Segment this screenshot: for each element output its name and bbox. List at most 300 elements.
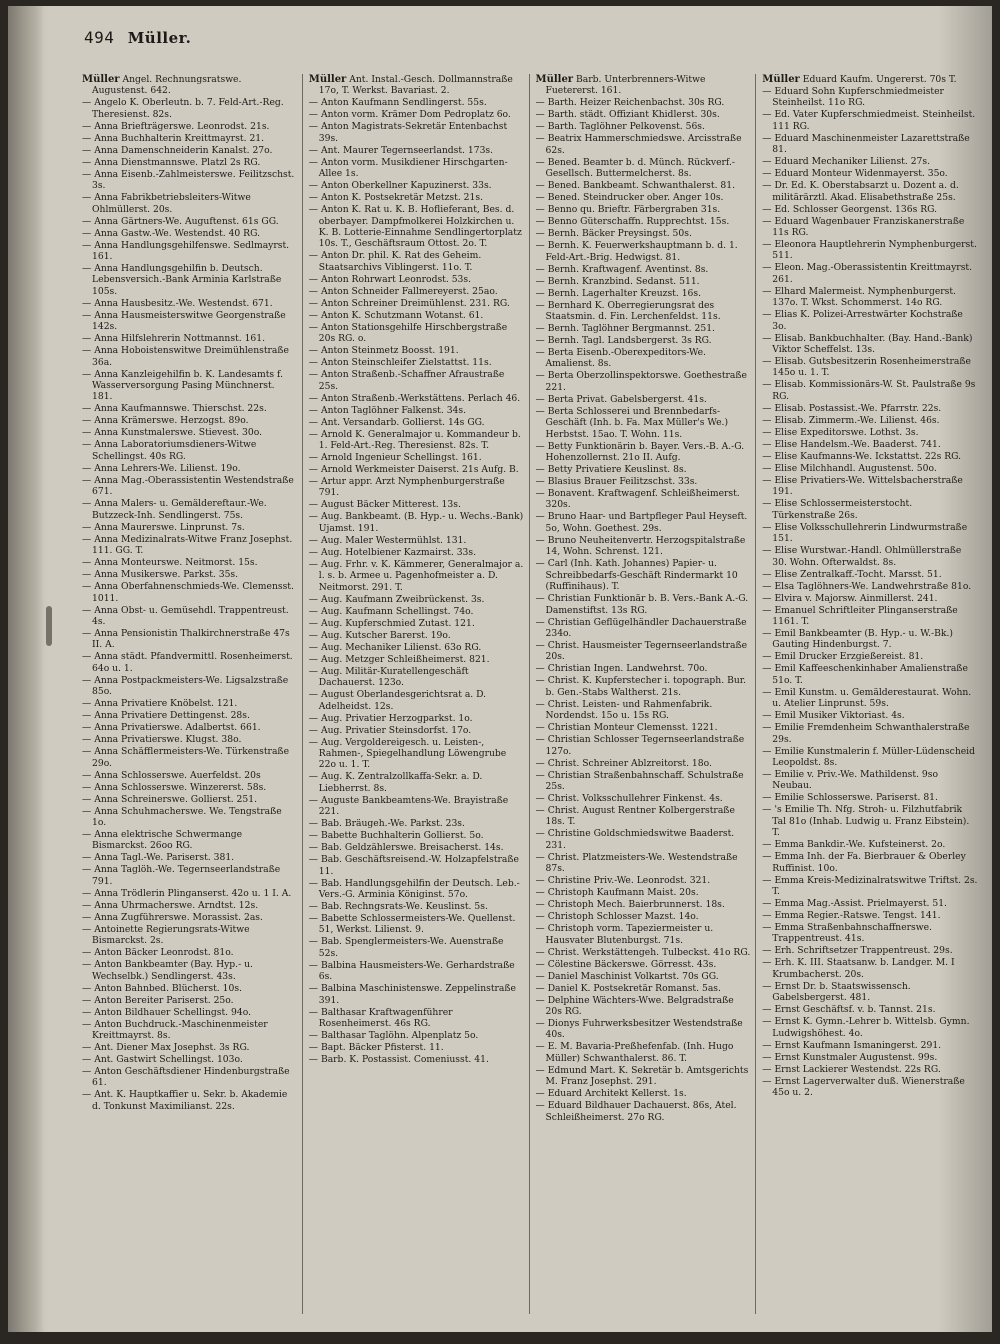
entry-text: Christian Funktionär b. B. Vers.-Bank A.-G. Damenstiftst. 13s RG.: [545, 593, 749, 616]
entry-dash: —: [308, 1041, 318, 1053]
directory-entry: [309, 737, 525, 771]
entry-dash: —: [535, 370, 545, 382]
entry-text: Anton Bankbeamter (Bay. Hyp.- u. Wechselbk.) Sendlingerst. 43s.: [92, 959, 253, 982]
directory-entry: [536, 1018, 752, 1041]
entry-text: Anton Buchdruck.-Maschinenmeister Kreittmayrst. 8s.: [92, 1018, 268, 1041]
directory-entry: [536, 770, 752, 793]
directory-entry: [309, 818, 525, 829]
entry-text: Bab. Geldzählerswe. Breisacherst. 14s.: [320, 842, 504, 854]
entry-text: Anna Damenschneiderin Kanalst. 27o.: [94, 144, 273, 156]
directory-entry: [309, 654, 525, 665]
directory-entry: [536, 441, 752, 464]
directory-entry: [309, 1007, 525, 1030]
entry-text: Christoph Kaufmann Maist. 20s.: [547, 887, 699, 899]
entry-dash: —: [308, 605, 318, 617]
entry-text: Bernh. Bäcker Preysingst. 50s.: [547, 228, 692, 240]
entry-text: Anton Bildhauer Schellingst. 94o.: [94, 1006, 252, 1018]
entry-dash: —: [82, 982, 92, 994]
entry-text: Emilie Schlosserswe. Pariserst. 81.: [774, 792, 938, 804]
entry-dash: —: [308, 452, 318, 464]
entry-dash: —: [535, 875, 545, 887]
entry-dash: —: [535, 476, 545, 488]
directory-entry: [762, 651, 978, 662]
directory-entry: [536, 109, 752, 120]
directory-entry: [82, 806, 298, 829]
entry-dash: —: [308, 404, 318, 416]
directory-entry: [536, 511, 752, 534]
entry-text: Betty Funktionärin b. Bayer. Vers.-B. A.-G. Hohenzollernst. 21o II. Aufg.: [545, 440, 745, 464]
entry-text: Anton Taglöhner Falkenst. 34s.: [320, 404, 467, 416]
entry-dash: —: [82, 710, 92, 722]
directory-entry: [82, 864, 298, 887]
entry-dash: —: [308, 285, 318, 297]
directory-entry: [536, 593, 752, 616]
entry-dash: —: [762, 921, 772, 933]
entry-dash: —: [82, 1065, 92, 1077]
directory-entry: [82, 1089, 298, 1112]
book-gutter: [8, 6, 44, 1332]
directory-entry: [82, 403, 298, 414]
directory-entry: [82, 298, 298, 309]
directory-entry: [762, 133, 978, 156]
entry-text: Christ. August Rentner Kolbergerstraße 18s. T.: [545, 804, 735, 828]
entry-text: Anna Malers- u. Gemäldereftaur.-We. Butzzeck-Inh. Sendlingerst. 75s.: [92, 498, 267, 521]
entry-text: Blasius Brauer Feilitzschst. 33s.: [547, 476, 698, 488]
entry-text: Eleonora Hauptlehrerin Nymphenburgerst. 511.: [772, 239, 977, 262]
entry-text: Elise Kaufmanns-We. Ickstattst. 22s RG.: [774, 450, 962, 462]
entry-text: Elisab. Gutsbesitzerin Rosenheimerstraße 145o u. 1. T.: [772, 356, 971, 379]
entry-dash: —: [762, 402, 772, 414]
directory-entry: [82, 947, 298, 958]
directory-entry: [82, 192, 298, 215]
directory-entry: [82, 912, 298, 923]
entry-dash: —: [82, 828, 92, 840]
entry-text: Angelo K. Oberleutn. b. 7. Feld-Art.-Reg. Theresienst. 82s.: [92, 97, 284, 120]
entry-dash: —: [762, 909, 772, 921]
directory-entry: [762, 286, 978, 309]
entry-dash: —: [762, 414, 772, 426]
directory-entry: [82, 924, 298, 947]
entry-dash: —: [762, 86, 772, 97]
entry-dash: —: [308, 297, 318, 309]
directory-columns: [82, 74, 982, 1314]
directory-entry: [82, 605, 298, 628]
entry-text: Elise Milchhandl. Augustenst. 50o.: [774, 462, 937, 474]
entry-text: Aug. Metzger Schleißheimerst. 821.: [320, 653, 490, 665]
directory-entry: [536, 959, 752, 970]
entry-text: Daniel Maschinist Volkartst. 70s GG.: [547, 970, 719, 982]
entry-text: Balbina Maschinistenswe. Zeppelinstraße 391.: [318, 983, 516, 1006]
directory-entry: [309, 689, 525, 712]
directory-entry: [762, 851, 978, 874]
entry-text: Anton Straßenb.-Werkstättens. Perlach 46.: [320, 392, 521, 404]
entry-dash: —: [308, 900, 318, 912]
directory-entry: [536, 983, 752, 994]
entry-dash: —: [535, 156, 545, 168]
entry-dash: —: [82, 769, 92, 781]
directory-entry: [536, 617, 752, 640]
entry-dash: —: [82, 533, 92, 545]
entry-text: Betty Privatiere Keuslinst. 8s.: [547, 464, 687, 476]
entry-dash: —: [82, 627, 92, 639]
entry-text: Christ. Werkstättengeh. Tulbeckst. 41o RG.: [547, 946, 751, 958]
directory-entry: [82, 1054, 298, 1065]
entry-text: Christoph Schlosser Mazst. 14o.: [547, 911, 699, 923]
entry-dash: —: [82, 227, 92, 239]
entry-dash: —: [762, 356, 772, 368]
entry-text: Anton Schneider Fallmereyerst. 25ao.: [320, 285, 498, 297]
directory-entry: [309, 452, 525, 463]
directory-entry: [536, 758, 752, 769]
entry-dash: —: [308, 369, 318, 381]
directory-entry: [762, 1064, 978, 1075]
directory-entry: [82, 734, 298, 745]
directory-entry: [762, 379, 978, 402]
entry-dash: —: [308, 309, 318, 321]
directory-entry: [536, 663, 752, 674]
entry-dash: —: [308, 558, 318, 570]
entry-dash: —: [535, 722, 545, 734]
page-number: 494: [84, 28, 115, 47]
directory-entry: [536, 488, 752, 511]
entry-dash: —: [535, 192, 545, 204]
entry-text: Ant. Versandarb. Gollierst. 14s GG.: [320, 416, 485, 428]
column-2: [309, 74, 530, 1314]
directory-entry: [82, 959, 298, 982]
entry-text: Christoph Mech. Baierbrunnerst. 18s.: [547, 899, 725, 911]
directory-entry: [536, 923, 752, 946]
directory-entry: [536, 828, 752, 851]
entry-dash: —: [308, 428, 318, 440]
entry-dash: —: [762, 980, 772, 992]
entry-dash: —: [82, 923, 92, 935]
entry-dash: —: [308, 156, 318, 168]
directory-entry: [82, 263, 298, 297]
entry-text: Elvira v. Majorsw. Ainmillerst. 241.: [774, 592, 938, 604]
entry-text: Anna Kanzleigehilfin b. K. Landesamts f. Wasserversorgung Pasing Münchnerst. 181.: [92, 368, 284, 403]
directory-entry: [309, 286, 525, 297]
directory-entry: [309, 606, 525, 617]
entry-text: Anna Privatiere Dettingenst. 28s.: [94, 710, 250, 722]
directory-entry: [762, 605, 978, 628]
entry-text: Christ. Platzmeisters-We. Westendstraße 87s.: [545, 851, 738, 875]
entry-dash: —: [308, 854, 318, 866]
entry-dash: —: [308, 665, 318, 677]
entry-text: Anton Rohrwart Leonrodst. 53s.: [320, 273, 472, 285]
entry-text: Elise Schlossermeisterstocht. Türkenstraße 26s.: [772, 498, 913, 521]
entry-text: Christian Geflügelhändler Dachauerstraße 234o.: [545, 616, 747, 639]
entry-text: Christ. Hausmeister Tegernseerlandstraße 20s.: [545, 639, 748, 663]
entry-surname: Müller: [762, 74, 800, 85]
entry-text: Bruno Haar- und Bartpfleger Paul Heyseft. 5o, Wohn. Goethest. 29s.: [545, 511, 748, 534]
entry-text: Elias K. Polizei-Arrestwärter Kochstraße 3o.: [772, 309, 963, 332]
directory-entry: [309, 830, 525, 841]
entry-dash: —: [762, 215, 772, 227]
entry-text: Cölestine Bäckerswe. Görresst. 43s.: [547, 958, 717, 970]
directory-entry: [536, 192, 752, 203]
entry-dash: —: [308, 629, 318, 641]
directory-entry: [762, 569, 978, 580]
entry-text: Balthasar Taglöhn. Alpenplatz 5o.: [320, 1029, 479, 1041]
entry-text: Elisab. Zimmerm.-We. Lilienst. 46s.: [774, 414, 940, 426]
directory-entry: [762, 628, 978, 651]
entry-text: Anna Uhrmacherswe. Arndtst. 12s.: [94, 899, 259, 911]
directory-entry: [82, 240, 298, 263]
entry-dash: —: [762, 1063, 772, 1075]
directory-entry: [309, 630, 525, 641]
entry-text: Barb. Unterbrenners-Witwe Fuetererst. 161.: [545, 74, 706, 97]
directory-entry: [82, 569, 298, 580]
entry-text: Emil Kaffeeschenkinhaber Amalienstraße 51o. T.: [772, 663, 968, 686]
entry-text: Carl (Inh. Kath. Johannes) Papier- u. Schreibbedarfs-Geschäft Rindermarkt 10 (Ruffinihaus). T.: [545, 558, 738, 593]
directory-entry: [536, 947, 752, 958]
entry-text: Aug. Kaufmann Schellingst. 74o.: [320, 605, 474, 617]
entry-text: Bruno Neuheitenvertr. Herzogspitalstraße 14, Wohn. Schrenst. 121.: [545, 534, 746, 558]
entry-text: Eduard Maschinenmeister Lazarettstraße 81.: [772, 132, 970, 156]
entry-surname: Müller: [535, 74, 574, 85]
directory-entry: [536, 240, 752, 263]
entry-dash: —: [82, 651, 92, 663]
directory-entry: [82, 581, 298, 604]
entry-dash: —: [308, 180, 318, 192]
entry-dash: —: [762, 627, 772, 639]
entry-text: Christian Ingen. Landwehrst. 70o.: [547, 663, 708, 675]
entry-dash: —: [308, 464, 318, 476]
entry-dash: —: [535, 970, 545, 982]
directory-entry: [762, 581, 978, 592]
entry-text: Anna Privatierswe. Adalbertst. 661.: [94, 722, 261, 734]
entry-dash: —: [762, 1075, 772, 1087]
entry-text: Ernst Lagerverwalter duß. Wienerstraße 45o u. 2.: [772, 1075, 965, 1098]
entry-text: Barth. Taglöhner Pelkovenst. 56s.: [547, 121, 705, 133]
entry-dash: —: [308, 912, 318, 924]
directory-entry: [536, 971, 752, 982]
entry-dash: —: [82, 97, 92, 109]
entry-text: Anna Schlosserswe. Winzererst. 58s.: [94, 781, 267, 793]
entry-dash: —: [762, 438, 772, 450]
directory-page: [8, 6, 992, 1332]
entry-text: Elhard Malermeist. Nymphenburgerst. 137o. T. Wkst. Schommerst. 14o RG.: [772, 285, 956, 309]
entry-surname: Müller: [308, 74, 347, 85]
entry-text: Dionys Fuhrwerksbesitzer Westendstraße 40s.: [545, 1017, 743, 1041]
entry-text: Elsa Taglöhners-We. Landwehrstraße 81o.: [774, 580, 972, 592]
entry-dash: —: [535, 216, 545, 228]
entry-text: Balbina Hausmeisters-We. Gerhardstraße 6s.: [318, 959, 515, 983]
entry-dash: —: [762, 851, 772, 863]
entry-dash: —: [82, 345, 92, 357]
entry-dash: —: [762, 745, 772, 757]
entry-dash: —: [82, 368, 92, 380]
entry-dash: —: [535, 946, 545, 958]
entry-dash: —: [535, 911, 545, 923]
directory-entry: [82, 169, 298, 192]
entry-text: August Oberlandesgerichtsrat a. D. Adelheidst. 12s.: [318, 689, 487, 712]
directory-entry: [309, 310, 525, 321]
entry-dash: —: [762, 379, 772, 391]
entry-dash: —: [762, 285, 772, 297]
directory-entry: [536, 1088, 752, 1099]
directory-entry: [309, 157, 525, 180]
entry-dash: —: [535, 464, 545, 476]
entry-text: Elisab. Postassist.-We. Pfarrstr. 22s.: [774, 402, 942, 414]
directory-entry: [536, 276, 752, 287]
entry-text: Artur appr. Arzt Nymphenburgerstraße 791.: [318, 476, 505, 499]
directory-entry: [82, 1066, 298, 1089]
directory-entry: [82, 1007, 298, 1018]
directory-entry: [309, 842, 525, 853]
directory-entry: [536, 335, 752, 346]
entry-text: August Bäcker Mitterest. 13s.: [320, 499, 461, 511]
entry-dash: —: [82, 192, 92, 204]
directory-entry: [762, 156, 978, 167]
directory-entry: [82, 133, 298, 144]
entry-text: Bernh. Lagerhalter Kreuzst. 16s.: [547, 287, 702, 299]
entry-text: Emil Drucker Erzgießereist. 81.: [774, 651, 924, 663]
entry-text: Anton Stationsgehilfe Hirschbergstraße 20s RG. o.: [318, 321, 508, 345]
directory-entry: [536, 852, 752, 875]
entry-text: Arnold Ingenieur Schellingst. 161.: [320, 452, 482, 464]
directory-entry: [536, 180, 752, 191]
entry-text: Ant. Maurer Tegernseerlandst. 173s.: [320, 144, 494, 156]
entry-text: Eduard Bildhauer Dachauerst. 86s, Atel. Schleißheimerst. 27o RG.: [545, 1100, 737, 1123]
entry-dash: —: [82, 297, 92, 309]
directory-entry: [82, 121, 298, 132]
directory-entry: [762, 710, 978, 721]
directory-entry: [762, 239, 978, 262]
entry-text: Bonavent. Kraftwagenf. Schleißheimerst. 320s.: [545, 488, 740, 511]
directory-entry: [762, 1016, 978, 1039]
entry-text: Ernst Kunstmaler Augustenst. 99s.: [774, 1051, 938, 1063]
entry-text: Anna Monteurswe. Neitmorst. 15s.: [94, 557, 258, 569]
entry-dash: —: [535, 1041, 545, 1053]
entry-text: Ernst Lackierer Westendst. 22s RG.: [774, 1063, 941, 1075]
entry-text: Anna Handlungsgehilfenswe. Sedlmayrst. 161.: [92, 239, 290, 263]
entry-text: Anna Schreinerswe. Gollierst. 251.: [94, 793, 258, 805]
entry-dash: —: [82, 120, 92, 132]
entry-text: Anna Kunstmalerswe. Stievest. 30o.: [94, 427, 262, 439]
entry-dash: —: [762, 203, 772, 215]
entry-dash: —: [535, 405, 545, 417]
entry-text: Emilie v. Priv.-We. Mathildenst. 9so Neubau.: [772, 768, 939, 792]
entry-text: Bernhard K. Oberregierungsrat des Staatsmin. d. Fin. Lerchenfeldst. 11s.: [545, 299, 721, 323]
entry-dash: —: [308, 97, 318, 109]
entry-dash: —: [82, 781, 92, 793]
entry-dash: —: [762, 262, 772, 274]
directory-entry: [762, 333, 978, 356]
entry-text: Anton vorm. Musikdiener Hirschgarten-Allee 1s.: [318, 156, 508, 180]
directory-entry: [536, 97, 752, 108]
entry-dash: —: [308, 983, 318, 995]
directory-entry: [309, 298, 525, 309]
entry-text: Bab. Handlungsgehilfin der Deutsch. Leb.-Vers.-G. Arminia Königinst. 57o.: [318, 877, 520, 900]
entry-text: Anna Briefträgerswe. Leonrodst. 21s.: [94, 120, 270, 132]
entry-text: Anton vorm. Krämer Dom Pedroplatz 6o.: [320, 109, 511, 121]
entry-text: Emma Straßenbahnschaffnerswe. Trappentreust. 41s.: [772, 921, 932, 945]
directory-entry: [309, 180, 525, 191]
entry-dash: —: [762, 1039, 772, 1051]
entry-surname: Müller: [82, 74, 120, 85]
directory-entry: [309, 913, 525, 936]
entry-text: Aug. Kupferschmied Zutast. 121.: [320, 617, 475, 629]
entry-text: Christ. K. Kupferstecher i. topograph. Bur. b. Gen.-Stabs Waltherst. 21s.: [545, 675, 747, 698]
entry-text: Elisab. Bankbuchhalter. (Bay. Hand.-Bank) Viktor Scheffelst. 13s.: [772, 332, 973, 356]
directory-entry: [536, 722, 752, 733]
entry-dash: —: [308, 830, 318, 842]
entry-text: Anna Eisenb.-Zahlmeisterswe. Feilitzschst. 3s.: [92, 168, 295, 192]
entry-text: Balthasar Kraftwagenführer Rosenheimerst. 46s RG.: [318, 1006, 453, 1029]
entry-dash: —: [535, 899, 545, 911]
entry-dash: —: [535, 440, 545, 452]
entry-dash: —: [308, 712, 318, 724]
entry-dash: —: [762, 768, 772, 780]
directory-entry: [82, 557, 298, 568]
directory-entry: [762, 439, 978, 450]
entry-text: Anton K. Schutzmann Wotanst. 61.: [320, 309, 484, 321]
directory-entry: [82, 145, 298, 156]
entry-dash: —: [82, 698, 92, 710]
entry-text: Anna Postpackmeisters-We. Ligsalzstraße 85o.: [92, 674, 289, 698]
entry-dash: —: [308, 273, 318, 285]
entry-dash: —: [308, 1053, 318, 1065]
entry-text: Anna Buchhalterin Kreittmayrst. 21.: [94, 132, 265, 144]
entry-dash: —: [308, 794, 318, 806]
entry-text: Aug. Hotelbiener Kazmairst. 33s.: [320, 546, 477, 558]
directory-entry: [82, 228, 298, 239]
directory-entry: [309, 464, 525, 475]
entry-dash: —: [535, 1100, 545, 1112]
directory-entry: [536, 288, 752, 299]
entry-text: Berta Oberzollinspektorswe. Goethestraße 221.: [545, 370, 747, 393]
entry-text: Anna Musikerswe. Parkst. 35s.: [94, 569, 239, 581]
entry-dash: —: [82, 1053, 92, 1065]
entry-dash: —: [308, 617, 318, 629]
entry-text: Arnold Werkmeister Daiserst. 21s Aufg. B.: [320, 464, 519, 476]
entry-dash: —: [762, 792, 772, 804]
entry-text: Anna Oberfahnenschmieds-We. Clemensst. 1011.: [92, 581, 294, 604]
entry-text: Beatrix Hammerschmiedswe. Arcisstraße 62s.: [545, 133, 742, 156]
directory-entry: [536, 464, 752, 475]
directory-entry: [309, 878, 525, 901]
entry-text: Erh. Schriftsetzer Trappentreust. 29s.: [774, 945, 953, 957]
entry-text: Elise Handelsm.-We. Baaderst. 741.: [774, 438, 941, 450]
directory-entry: [536, 74, 752, 97]
directory-entry: [536, 911, 752, 922]
entry-text: Anna Privatiere Knöbelst. 121.: [94, 698, 238, 710]
entry-dash: —: [308, 1006, 318, 1018]
entry-text: Christoph vorm. Tapeziermeister u. Hausvater Blutenburgst. 71s.: [545, 923, 714, 946]
entry-dash: —: [308, 842, 318, 854]
entry-dash: —: [535, 97, 545, 109]
entry-dash: —: [308, 499, 318, 511]
entry-text: Arnold K. Generalmajor u. Kommandeur b. 1. Feld-Art.-Reg. Theresienst. 82s. T.: [318, 428, 521, 452]
entry-text: Elise Privatiers-We. Wittelsbacherstraße 191.: [772, 474, 963, 498]
entry-dash: —: [82, 1006, 92, 1018]
entry-dash: —: [308, 476, 318, 488]
entry-text: Antoinette Regierungsrats-Witwe Bismarckst. 2s.: [92, 923, 250, 947]
entry-text: Christian Straßenbahnschaff. Schulstraße 25s.: [545, 769, 744, 792]
entry-dash: —: [308, 724, 318, 736]
entry-dash: —: [535, 240, 545, 252]
entry-text: Aug. K. Zentralzollkaffa-Sekr. a. D. Liebherrst. 8s.: [318, 771, 483, 794]
directory-entry: [82, 888, 298, 899]
entry-dash: —: [308, 877, 318, 889]
entry-dash: —: [82, 793, 92, 805]
entry-text: Anton Straßenb.-Schaffner Afraustraße 25s.: [318, 369, 505, 392]
entry-dash: —: [762, 651, 772, 663]
entry-text: Anton Bereiter Pariserst. 25o.: [94, 994, 234, 1006]
directory-entry: [762, 86, 978, 109]
entry-dash: —: [535, 757, 545, 769]
